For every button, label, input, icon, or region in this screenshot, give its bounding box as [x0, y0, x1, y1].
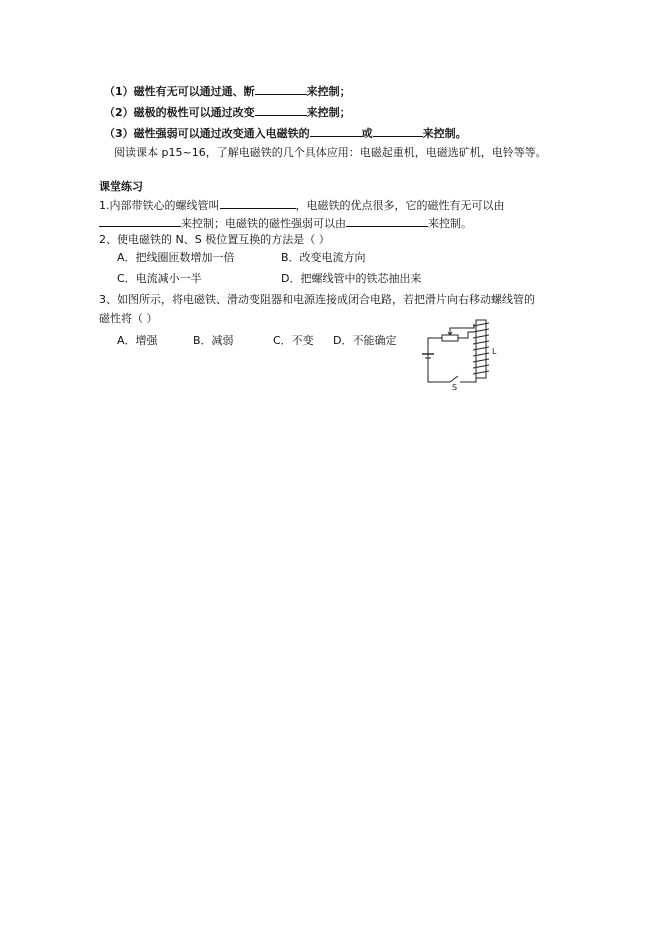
question-2-stem: 2、使电磁铁的 N、S 极位置互换的方法是（ ）	[99, 233, 330, 246]
wire-bottom	[428, 364, 450, 382]
question-3-stem-1: 3、如图所示，将电磁铁、滑动变阻器和电源连接成闭合电路，若把滑片向右移动螺线管的	[99, 293, 535, 306]
question-3-stem-2: 磁性将（ ）	[99, 312, 158, 325]
point-2	[104, 104, 351, 120]
point-3-blank-1[interactable]	[310, 125, 362, 137]
point-2-text: （2）磁极的极性可以通过改变	[104, 106, 255, 119]
switch-icon	[450, 376, 458, 382]
circuit-diagram	[418, 316, 508, 392]
point-1	[104, 83, 351, 99]
question-1-line-2	[99, 215, 472, 231]
point-3-text: （3）磁性强弱可以通过改变通入电磁铁的	[104, 127, 310, 140]
q3-option-c[interactable]: C．不变	[273, 334, 314, 347]
q1-blank-3[interactable]	[346, 215, 428, 227]
point-1-text: （1）磁性有无可以通过通、断	[104, 85, 255, 98]
q3-option-d[interactable]: D．不能确定	[333, 334, 397, 347]
q3-option-a[interactable]: A．增强	[117, 334, 158, 347]
q2-option-c[interactable]: C．电流减小一半	[117, 272, 202, 285]
q1-part2: ，电磁铁的优点很多，它的磁性有无可以由	[295, 199, 505, 212]
q1-part1: 1.内部带铁心的螺线管叫	[99, 199, 220, 212]
switch-label: S	[452, 383, 458, 392]
rheostat-icon	[442, 335, 458, 341]
point-3-suffix: 来控制。	[422, 127, 467, 140]
wire-top-right	[458, 332, 474, 338]
reading-note: 阅读课本 p15~16，了解电磁铁的几个具体应用：电磁起重机，电磁选矿机，电铃等等。	[114, 146, 547, 159]
q2-option-d[interactable]: D．把螺线管中的铁芯抽出来	[281, 272, 422, 285]
q2-option-a[interactable]: A．把线圈匝数增加一倍	[117, 251, 235, 264]
point-1-blank[interactable]	[255, 83, 307, 95]
q1-part3: 来控制；电磁铁的磁性强弱可以由	[181, 217, 346, 230]
q3-option-b[interactable]: B．减弱	[193, 334, 234, 347]
q1-part4: 来控制。	[428, 217, 472, 230]
point-2-suffix: 来控制；	[306, 106, 351, 119]
point-1-suffix: 来控制；	[306, 85, 351, 98]
section-title: 课堂练习	[99, 180, 143, 193]
wire-top-left	[428, 338, 442, 364]
coil-label: L	[492, 347, 497, 356]
q1-blank-2[interactable]	[99, 215, 181, 227]
q2-option-b[interactable]: B．改变电流方向	[281, 251, 366, 264]
point-3	[104, 125, 467, 141]
point-2-blank[interactable]	[255, 104, 307, 116]
q1-blank-1[interactable]	[220, 197, 296, 209]
coil-windings-icon	[473, 323, 489, 374]
point-3-blank-2[interactable]	[373, 125, 423, 137]
question-1-line-1	[99, 197, 505, 213]
point-3-middle: 或	[361, 127, 373, 140]
